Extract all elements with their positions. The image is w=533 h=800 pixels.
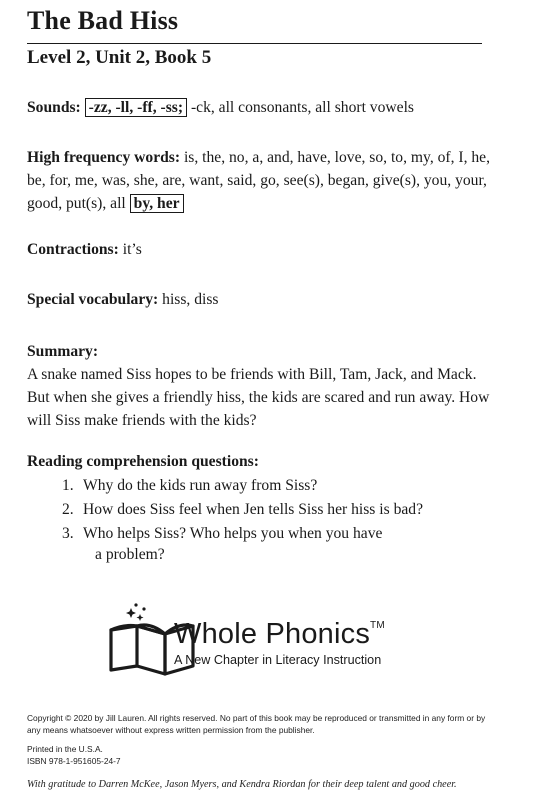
question-number: 2. bbox=[62, 501, 74, 518]
question-text: How does Siss feel when Jen tells Siss her hiss is bad? bbox=[83, 501, 424, 518]
acknowledgement: With gratitude to Darren McKee, Jason Myers, and Kendra Riordan for their deep talent and good cheer. bbox=[27, 779, 457, 790]
logo-wordmark bbox=[174, 618, 385, 651]
question-text-continued: a problem? bbox=[95, 546, 165, 563]
isbn: ISBN 978-1-951605-24-7 bbox=[27, 756, 121, 766]
vocab-label: Special vocabulary: bbox=[27, 291, 159, 308]
sparkle-icon bbox=[126, 603, 146, 621]
sounds-boxed: -zz, -ll, -ff, -ss; bbox=[85, 98, 187, 117]
sounds-rest: -ck, all consonants, all short vowels bbox=[190, 99, 414, 116]
logo-name-text: Whole Phonics bbox=[174, 618, 371, 650]
comprehension-section bbox=[27, 450, 507, 568]
hf-words-text: is, the, no, a, and, have, love, so, to, my, of, I, he, be, for, me, was, she, are, want, said, go, see(s), began, give(s), you, your, good, put(s), all bbox=[27, 149, 491, 212]
sounds-section bbox=[27, 96, 492, 119]
hf-words-label: High frequency words: bbox=[27, 149, 181, 166]
question-item bbox=[27, 475, 507, 496]
printed-in: Printed in the U.S.A. bbox=[27, 744, 103, 754]
vocab-section bbox=[27, 288, 492, 311]
vocab-text: hiss, diss bbox=[162, 291, 219, 308]
book-subtitle: Level 2, Unit 2, Book 5 bbox=[27, 47, 212, 68]
summary-section bbox=[27, 340, 497, 432]
question-text: Who helps Siss? Who helps you when you have bbox=[83, 525, 383, 542]
contractions-text: it’s bbox=[122, 241, 142, 258]
question-list bbox=[27, 475, 507, 565]
book-title: The Bad Hiss bbox=[27, 6, 179, 35]
sounds-label: Sounds: bbox=[27, 99, 81, 116]
question-number: 1. bbox=[62, 477, 74, 494]
question-item bbox=[27, 523, 507, 565]
copyright-notice: Copyright © 2020 by Jill Lauren. All rights reserved. No part of this book may be reproduced or transmitted in any form or by any means whatsoever without express written permission from the publisher. bbox=[27, 713, 486, 735]
hf-words-boxed: by, her bbox=[130, 194, 184, 213]
summary-label: Summary: bbox=[27, 343, 99, 360]
question-item bbox=[27, 499, 507, 520]
contractions-section bbox=[27, 238, 492, 261]
contractions-label: Contractions: bbox=[27, 241, 119, 258]
hf-words-section bbox=[27, 146, 492, 215]
comprehension-label: Reading comprehension questions: bbox=[27, 453, 259, 470]
summary-text: A snake named Siss hopes to be friends with Bill, Tam, Jack, and Mack. But when she gives a friendly hiss, the kids are scared and run away. How will Siss make friends with the kids? bbox=[27, 366, 490, 429]
title-rule bbox=[27, 43, 482, 44]
question-text: Why do the kids run away from Siss? bbox=[83, 477, 318, 494]
logo-tagline: A New Chapter in Literacy Instruction bbox=[174, 653, 382, 667]
question-number: 3. bbox=[62, 525, 74, 542]
trademark-mark: TM bbox=[370, 620, 385, 631]
